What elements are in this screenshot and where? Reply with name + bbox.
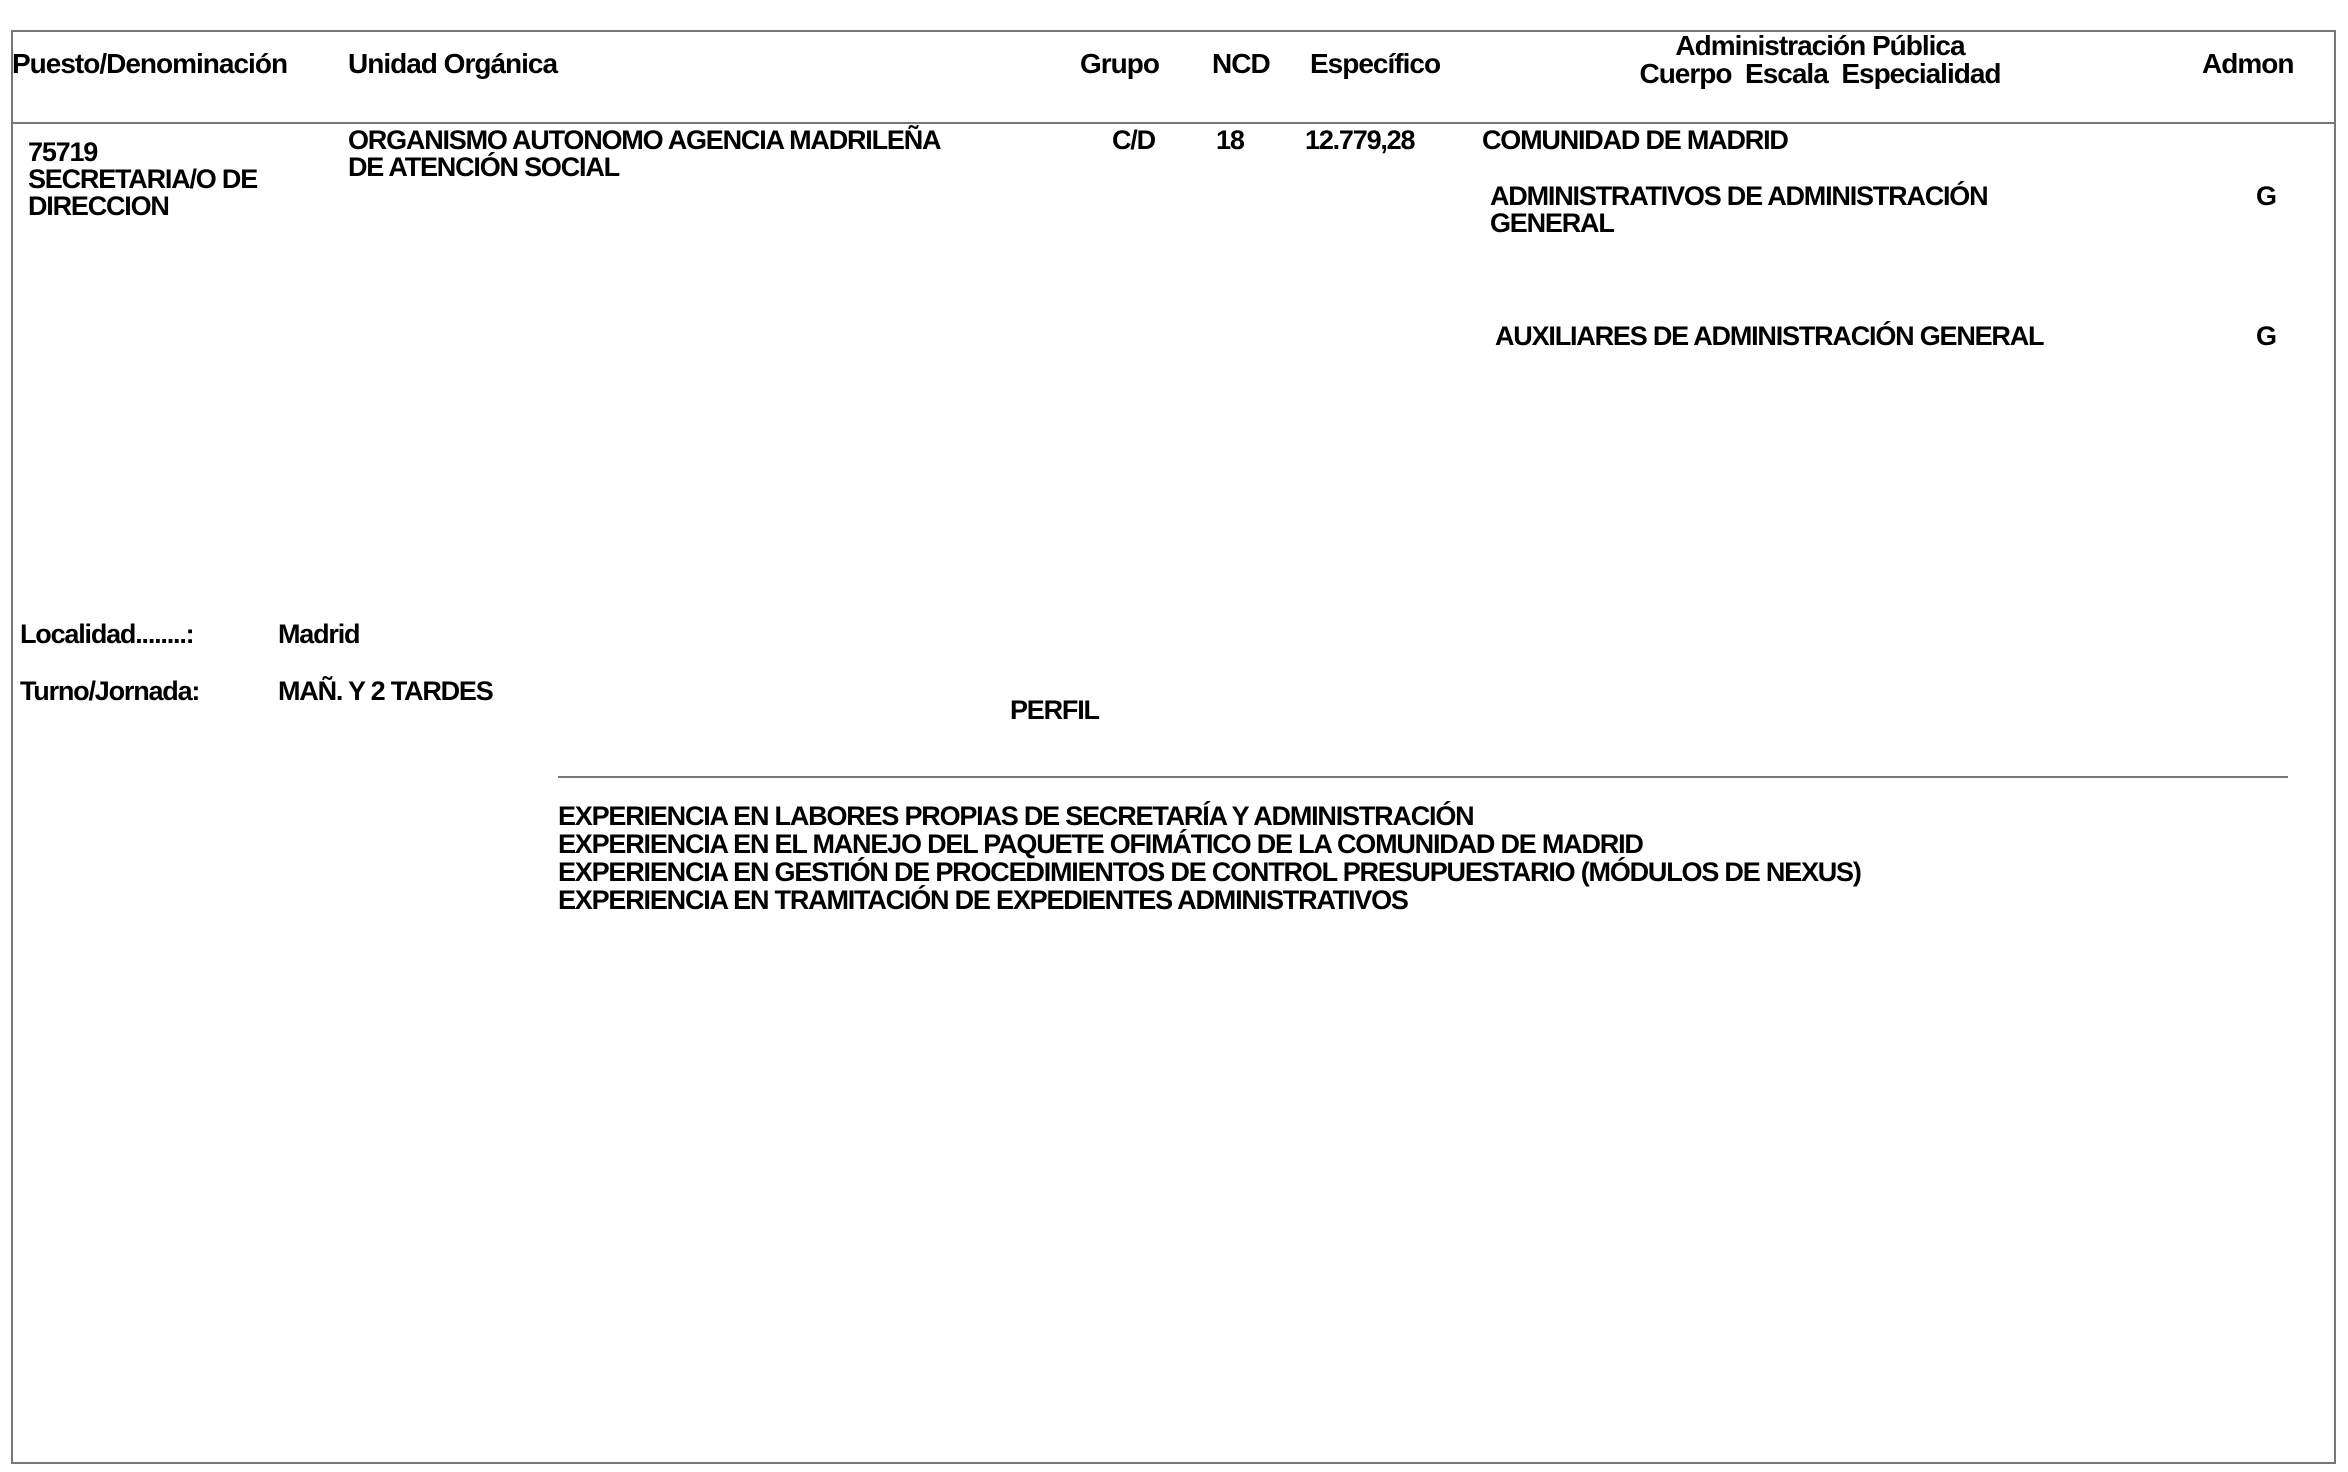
record-denominacion-line1: SECRETARIA/O DE [28,164,258,194]
record-cuerpo-1-line2: GENERAL [1490,208,1614,238]
perfil-item: EXPERIENCIA EN EL MANEJO DEL PAQUETE OFIMÁTICO DE LA COMUNIDAD DE MADRID [558,829,1643,859]
record-codigo: 75719 [28,137,98,167]
perfil-list [558,802,1861,914]
col-header-admon: Admon [2202,48,2294,79]
col-header-grupo: Grupo [1080,48,1159,79]
col-header-especifico: Específico [1310,48,1441,79]
perfil-item: EXPERIENCIA EN LABORES PROPIAS DE SECRETARÍA Y ADMINISTRACIÓN [558,801,1474,831]
document-frame [11,30,2336,1464]
perfil-item: EXPERIENCIA EN GESTIÓN DE PROCEDIMIENTOS DE CONTROL PRESUPUESTARIO (MÓDULOS DE NEXUS) [558,857,1861,887]
record-denominacion-line2: DIRECCION [28,191,169,221]
turno-value: MAÑ. Y 2 TARDES [278,676,493,706]
localidad-value: Madrid [278,619,360,649]
record-ncd: 18 [1216,125,1244,155]
col-header-admin-publica [1560,32,2080,88]
record-unidad-line2: DE ATENCIÓN SOCIAL [348,152,619,182]
record-unidad-line1: ORGANISMO AUTONOMO AGENCIA MADRILEÑA [348,125,941,155]
record-cuerpo-1-admon: G [2256,181,2276,211]
perfil-item: EXPERIENCIA EN TRAMITACIÓN DE EXPEDIENTES ADMINISTRATIVOS [558,885,1408,915]
record-cuerpo-2-admon: G [2256,321,2276,351]
localidad-label: Localidad........: [20,619,194,649]
col-header-ncd: NCD [1212,48,1270,79]
perfil-title: PERFIL [1010,695,1099,725]
header-divider [11,122,2336,124]
col-header-unidad: Unidad Orgánica [348,48,558,79]
record-grupo: C/D [1112,125,1155,155]
col-header-admin-publica-line2: Cuerpo Escala Especialidad [1639,58,2001,89]
perfil-divider [558,776,2288,778]
record-cuerpo-1-line1: ADMINISTRATIVOS DE ADMINISTRACIÓN [1490,181,1988,211]
record-administracion: COMUNIDAD DE MADRID [1482,125,1788,155]
record-cuerpo-2-line1: AUXILIARES DE ADMINISTRACIÓN GENERAL [1495,321,2044,351]
turno-label: Turno/Jornada: [20,676,200,706]
col-header-puesto: Puesto/Denominación [12,48,288,79]
record-especifico: 12.779,28 [1305,125,1415,155]
col-header-admin-publica-line1: Administración Pública [1675,30,1965,61]
